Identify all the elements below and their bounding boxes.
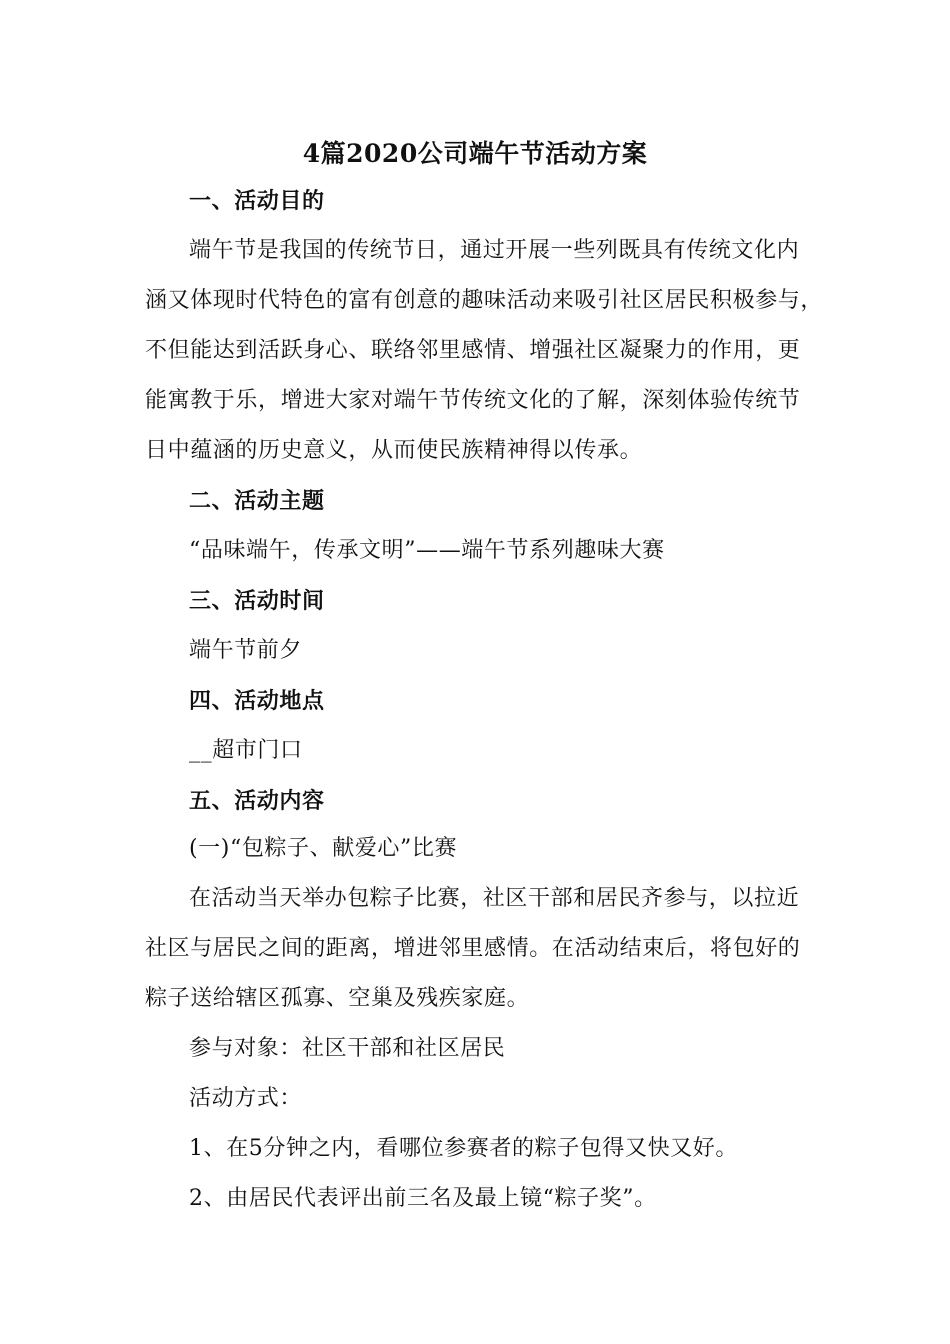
participants-text: 参与对象：社区干部和社区居民 (189, 1036, 506, 1061)
paragraph-line: 能寓教于乐，增进大家对端午节传统文化的了解，深刻体验传统节 (145, 388, 801, 413)
method-label: 活动方式： (189, 1086, 303, 1111)
paragraph-line: 社区与居民之间的距离，增进邻里感情。在活动结束后，将包好的 (145, 936, 801, 961)
paragraph-line: 在活动当天举办包粽子比赛，社区干部和居民齐参与，以拉近 (189, 886, 800, 911)
paragraph-line: 涵又体现时代特色的富有创意的趣味活动来吸引社区居民积极参与， (145, 288, 824, 313)
time-text: 端午节前夕 (189, 638, 303, 663)
section-heading-location: 四、活动地点 (189, 688, 325, 714)
section-heading-content: 五、活动内容 (189, 788, 325, 814)
document-title: 4篇2020公司端午节活动方案 (302, 139, 648, 168)
section-heading-theme: 二、活动主题 (189, 488, 325, 514)
paragraph-line: 日中蕴涵的历史意义，从而使民族精神得以传承。 (145, 438, 643, 463)
paragraph-line: 粽子送给辖区孤寡、空巢及残疾家庭。 (145, 986, 530, 1011)
subheading-zongzi-contest: (一)“包粽子、献爱心”比赛 (189, 836, 458, 861)
theme-text: “品味端午，传承文明”——端午节系列趣味大赛 (189, 538, 665, 563)
rule-item: 1、在5分钟之内，看哪位参赛者的粽子包得又快又好。 (189, 1136, 738, 1161)
section-heading-time: 三、活动时间 (189, 588, 325, 614)
paragraph-line: 不但能达到活跃身心、联络邻里感情、增强社区凝聚力的作用，更 (145, 338, 801, 363)
rule-item: 2、由居民代表评出前三名及最上镜“粽子奖”。 (189, 1186, 657, 1211)
section-heading-purpose: 一、活动目的 (189, 188, 325, 214)
location-text: __超市门口 (189, 738, 303, 763)
paragraph-line: 端午节是我国的传统节日，通过开展一些列既具有传统文化内 (189, 238, 800, 263)
